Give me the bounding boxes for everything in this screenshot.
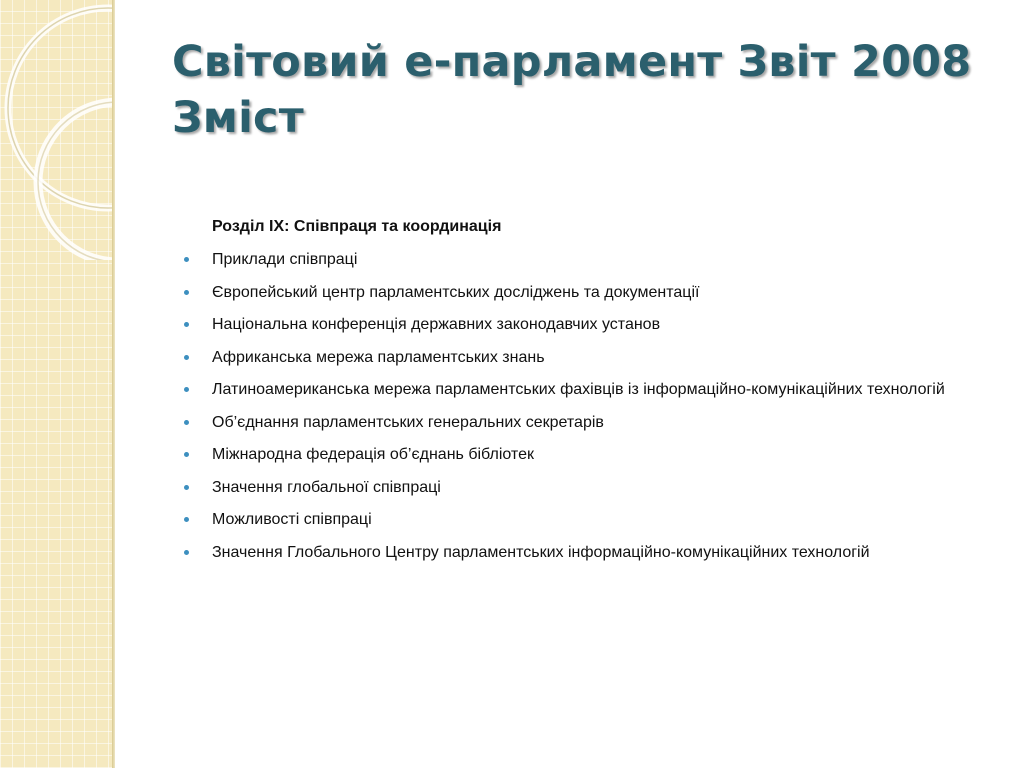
list-item-text: Значення глобальної співпраці — [212, 478, 441, 496]
list-item — [184, 379, 994, 400]
bullet-icon — [184, 387, 189, 392]
slide-title — [172, 34, 992, 146]
list-item — [184, 282, 994, 303]
bullet-icon — [184, 355, 189, 360]
decorative-rings — [0, 0, 112, 260]
list-item-text: Об’єднання парламентських генеральних секретарів — [212, 413, 604, 431]
bullet-icon — [184, 452, 189, 457]
sidebar-divider — [112, 0, 115, 768]
section-heading: Розділ IX: Співпраця та координація — [212, 218, 502, 235]
bullet-icon — [184, 290, 189, 295]
list-item-text: Значення Глобального Центру парламентських інформаційно-комунікаційних технологій — [212, 543, 870, 561]
list-item-text: Можливості співпраці — [212, 511, 372, 528]
list-item-text: Національна конференція державних законодавчих установ — [212, 316, 661, 333]
list-item-text: Приклади співпраці — [212, 251, 358, 268]
list-item — [184, 249, 994, 270]
slide-content — [184, 216, 994, 574]
bullet-icon — [184, 420, 189, 425]
list-item — [184, 412, 994, 433]
list-item — [184, 542, 994, 563]
list-item — [184, 347, 994, 368]
bullet-icon — [184, 322, 189, 327]
list-item — [184, 444, 994, 465]
decorative-sidebar — [0, 0, 112, 768]
bullet-icon — [184, 485, 189, 490]
list-item-text: Африканська мережа парламентських знань — [212, 348, 545, 366]
list-item — [184, 477, 994, 498]
bullet-icon — [184, 517, 189, 522]
list-item — [184, 509, 994, 530]
list-item — [184, 314, 994, 335]
list-item-text: Європейський центр парламентських досліджень та документації — [212, 283, 700, 301]
bullet-icon — [184, 257, 189, 262]
slide-title-line-1: Світовий е-парламент Звіт 2008 — [172, 37, 972, 87]
bullet-list — [184, 249, 994, 563]
slide-title-line-2: Зміст — [172, 93, 304, 143]
list-item-text: Латиноамериканська мережа парламентських фахівців із інформаційно-комунікаційних технологій — [212, 381, 945, 398]
bullet-icon — [184, 550, 189, 555]
list-item-text: Міжнародна федерація об’єднань бібліотек — [212, 446, 534, 463]
